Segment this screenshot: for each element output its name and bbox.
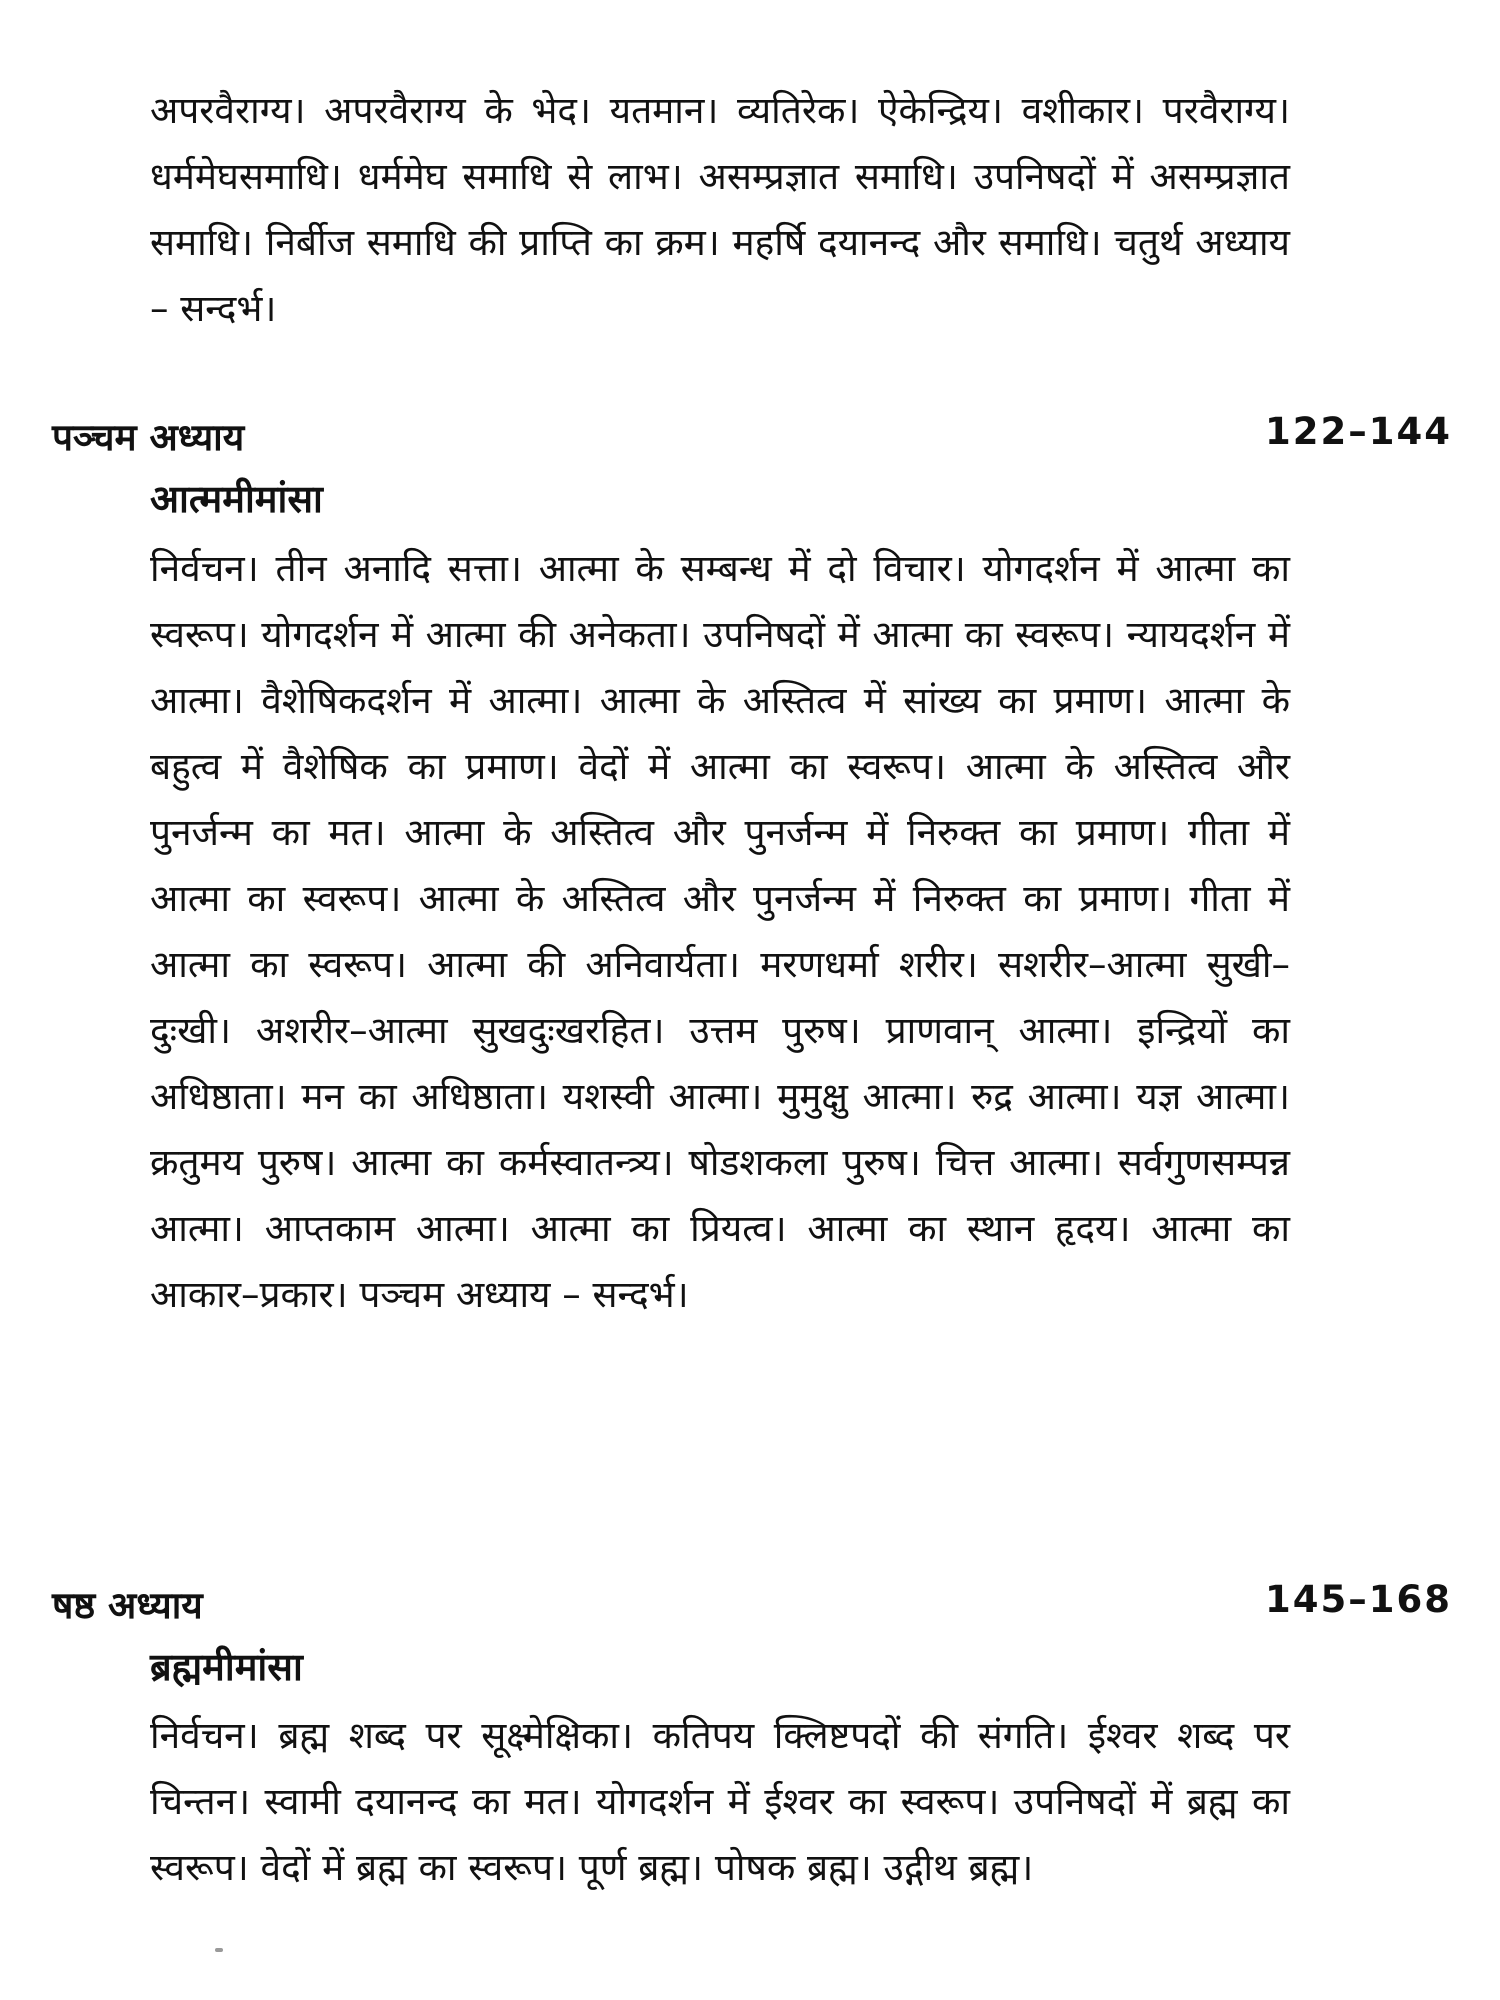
chapter-heading-row-5 bbox=[52, 410, 1452, 470]
chapter-contents: निर्वचन। तीन अनादि सत्ता। आत्मा के सम्बन्ध में दो विचार। योगदर्शन में आत्मा का स्वरूप। योगदर्शन में आत्मा की अनेकता। उपनिषदों में आत्मा का स्वरूप। न्यायदर्शन में आत्मा। वैशेषिकदर्शन में आत्मा। आत्मा के अस्तित्व में सांख्य का प्रमाण। आत्मा के बहुत्व में वैशेषिक का प्रमाण। वेदों में आत्मा का स्वरूप। आत्मा के अस्तित्व और पुनर्जन्म का मत। आत्मा के अस्तित्व और पुनर्जन्म में निरुक्त का प्रमाण। गीता में आत्मा का स्वरूप। आत्मा के अस्तित्व और पुनर्जन्म में निरुक्त का प्रमाण। गीता में आत्मा का स्वरूप। आत्मा की अनिवार्यता। मरणधर्मा शरीर। सशरीर–आत्मा सुखी–दुःखी। अशरीर–आत्मा सुखदुःखरहित। उत्तम पुरुष। प्राणवान् आत्मा। इन्द्रियों का अधिष्ठाता। मन का अधिष्ठाता। यशस्वी आत्मा। मुमुक्षु आत्मा। रुद्र आत्मा। यज्ञ आत्मा। क्रतुमय पुरुष। आत्मा का कर्मस्वातन्त्र्य। षोडशकला पुरुष। चित्त आत्मा। सर्वगुणसम्पन्न आत्मा। आप्तकाम आत्मा। आत्मा का प्रियत्व। आत्मा का स्थान हृदय। आत्मा का आकार–प्रकार। पञ्चम अध्याय – सन्दर्भ। bbox=[150, 547, 1290, 1316]
chapter-heading-row-6 bbox=[52, 1578, 1452, 1638]
chapter-contents: निर्वचन। ब्रह्म शब्द पर सूक्ष्मेक्षिका। कतिपय क्लिष्टपदों की संगति। ईश्वर शब्द पर चिन्तन। स्वामी दयानन्द का मत। योगदर्शन में ईश्वर का स्वरूप। उपनिषदों में ब्रह्म का स्वरूप। वेदों में ब्रह्म का स्वरूप। पूर्ण ब्रह्म। पोषक ब्रह्म। उद्गीथ ब्रह्म। bbox=[150, 1714, 1290, 1889]
chapter-title: पञ्चम अध्याय bbox=[52, 416, 245, 459]
chapter-subtitle: ब्रह्ममीमांसा bbox=[150, 1645, 303, 1689]
scan-speck bbox=[215, 1948, 223, 1952]
chapter-page-range: 145–168 bbox=[1265, 1578, 1452, 1621]
chapter-page-range: 122–144 bbox=[1265, 410, 1452, 453]
chapter-subtitle: आत्ममीमांसा bbox=[150, 477, 323, 521]
previous-chapter-contents: अपरवैराग्य। अपरवैराग्य के भेद। यतमान। व्यतिरेक। ऐकेन्द्रिय। वशीकार। परवैराग्य। धर्ममेघसमाधि। धर्ममेघ समाधि से लाभ। असम्प्रज्ञात समाधि। उपनिषदों में असम्प्रज्ञात समाधि। निर्बीज समाधि की प्राप्ति का क्रम। महर्षि दयानन्द और समाधि। चतुर्थ अध्याय – सन्दर्भ। bbox=[150, 89, 1290, 330]
chapter-title: षष्ठ अध्याय bbox=[52, 1584, 203, 1627]
